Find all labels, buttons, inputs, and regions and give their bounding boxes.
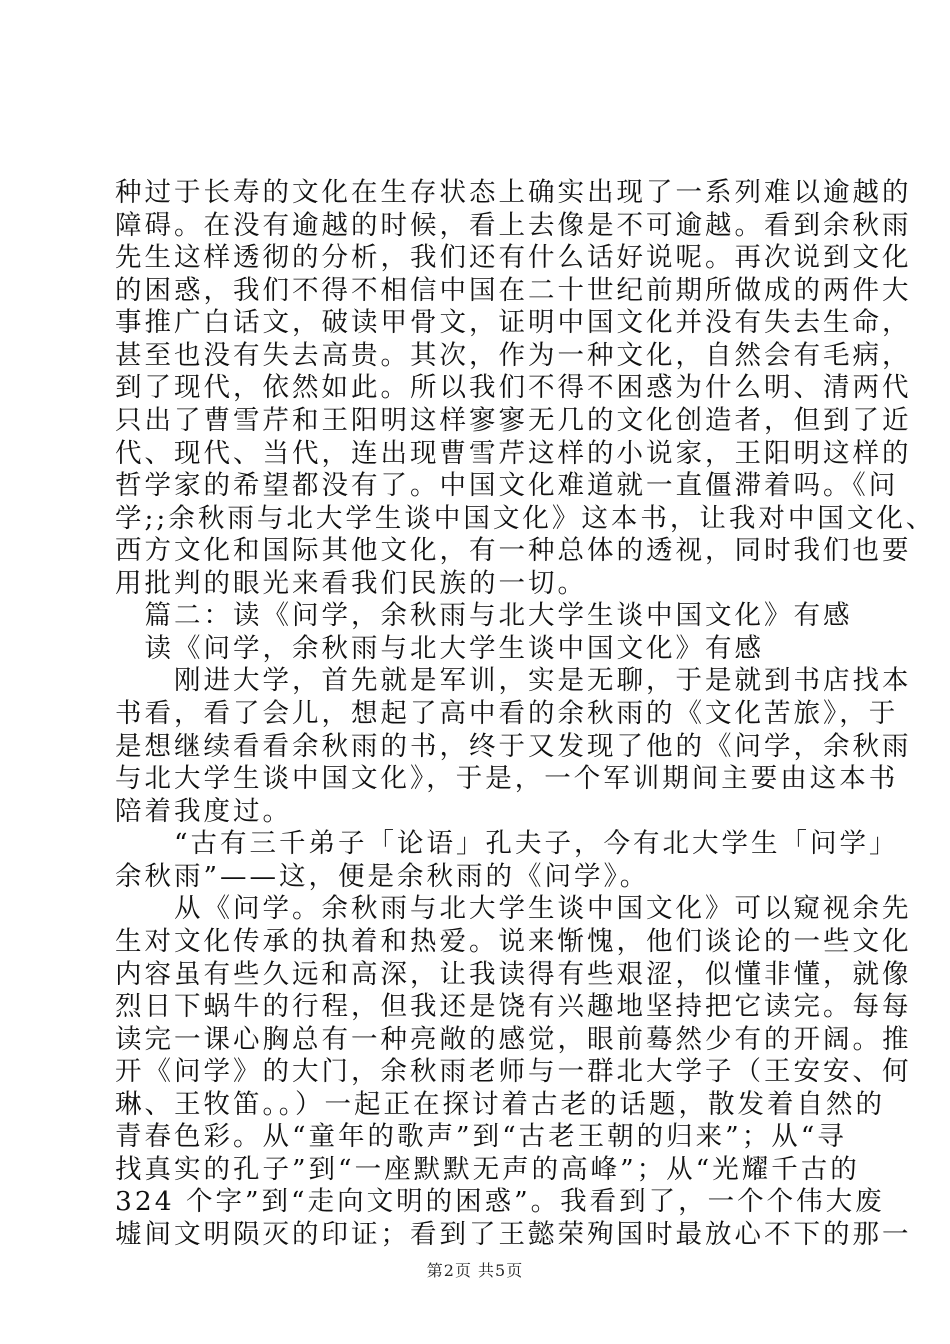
text-line: 先生这样透彻的分析，我们还有什么话好说呢。再次说到文化 [115, 242, 912, 273]
text-line: 陪着我度过。 [115, 796, 292, 827]
text-line: 书看，看了会儿，想起了高中看的余秋雨的《文化苦旅》，于 [115, 698, 899, 729]
text-line: 开《问学》的大门，余秋雨老师与一群北大学子（王安安、何 [115, 1056, 912, 1087]
text-line: 学;;余秋雨与北大学生谈中国文化》这本书，让我对中国文化、 [115, 503, 936, 534]
text-line: 青春色彩。从“童年的歌声”到“古老王朝的归来”；从“寻 [115, 1121, 847, 1152]
text-line: “古有三千弟子「论语」孔夫子，今有北大学生「问学」 [115, 828, 899, 859]
text-line: 烈日下蜗牛的行程，但我还是饶有兴趣地坚持把它读完。每每 [115, 991, 912, 1022]
text-line: 墟间文明陨灭的印证；看到了王懿荣殉国时最放心不下的那一 [115, 1219, 912, 1250]
text-line: 事推广白话文，破读甲骨文，证明中国文化并没有失去生命， [115, 307, 912, 338]
text-line: 余秋雨”——这，便是余秋雨的《问学》。 [115, 861, 650, 892]
text-line: 西方文化和国际其他文化，有一种总体的透视，同时我们也要 [115, 535, 912, 566]
text-line: 是想继续看看余秋雨的书，终于又发现了他的《问学，余秋雨 [115, 731, 912, 762]
text-line: 刚进大学，首先就是军训，实是无聊，于是就到书店找本 [115, 665, 912, 696]
article-title: 读《问学，余秋雨与北大学生谈中国文化》有感 [115, 633, 764, 664]
text-line: 找真实的孔子”到“一座默默无声的高峰”；从“光耀千古的 [115, 1154, 860, 1185]
text-line: 到了现代，依然如此。所以我们不得不困惑为什么明、清两代 [115, 372, 912, 403]
text-line: 琳、王牧笛。。）一起正在探讨着古老的话题，散发着自然的 [115, 1089, 885, 1120]
text-line: 生对文化传承的执着和热爱。说来惭愧，他们谈论的一些文化 [115, 926, 912, 957]
text-line: 哲学家的希望都没有了。中国文化难道就一直僵滞着吗。《问 [115, 470, 899, 501]
page-number: 第2页 共5页 [426, 1261, 524, 1280]
text-line: 内容虽有些久远和高深，让我读得有些艰涩，似懂非懂，就像 [115, 959, 912, 990]
text-line: 障碍。在没有逾越的时候，看上去像是不可逾越。看到余秋雨 [115, 210, 912, 241]
text-line: 与北大学生谈中国文化》，于是，一个军训期间主要由这本书 [115, 763, 899, 794]
text-line: 从《问学。余秋雨与北大学生谈中国文化》可以窥视余先 [115, 893, 912, 924]
text-line: 只出了曹雪芹和王阳明这样寥寥无几的文化创造者，但到了近 [115, 405, 912, 436]
text-line: 读完一课心胸总有一种亮敞的感觉，眼前蓦然少有的开阔。推 [115, 1024, 912, 1055]
text-line: 的困惑，我们不得不相信中国在二十世纪前期所做成的两件大 [115, 275, 912, 306]
text-line: 324 个字”到“走向文明的困惑”。我看到了，一个个伟大废 [115, 1186, 885, 1217]
text-line: 种过于长寿的文化在生存状态上确实出现了一系列难以逾越的 [115, 177, 912, 208]
text-line: 代、现代、当代，连出现曹雪芹这样的小说家，王阳明这样的 [115, 438, 912, 469]
section-heading: 篇二：读《问学，余秋雨与北大学生谈中国文化》有感 [115, 600, 853, 631]
text-line: 用批判的眼光来看我们民族的一切。 [115, 568, 587, 599]
text-line: 甚至也没有失去高贵。其次，作为一种文化，自然会有毛病， [115, 340, 912, 371]
